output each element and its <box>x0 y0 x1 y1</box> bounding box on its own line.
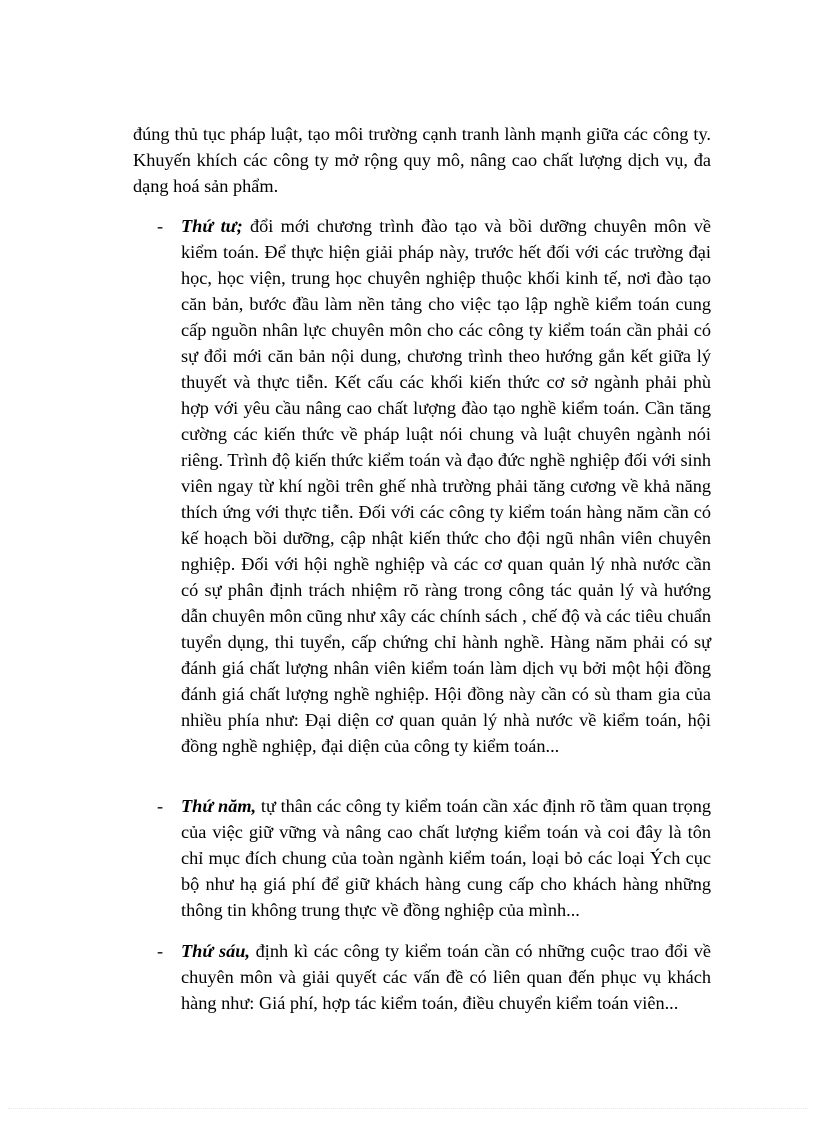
list-item-thu-tu <box>133 213 711 759</box>
list-item-text: tự thân các công ty kiểm toán cần xác định rõ tầm quan trọng của việc giữ vững và nâng cao chất lượng kiểm toán và coi đây là tôn chỉ mục đích chung của toàn ngành kiểm toán, loại bỏ các loại Ých cục bộ như hạ giá phí để giữ khách hàng cung cấp cho khách hàng những thông tin không trung thực về đồng nghiệp của mình... <box>181 796 711 920</box>
list-item-lead: Thứ năm, <box>181 796 257 816</box>
page-bottom-divider <box>8 1108 808 1109</box>
list-item-body <box>181 793 711 923</box>
list-dash: - <box>157 796 164 816</box>
list-item-text: đổi mới chương trình đào tạo và bồi dưỡng chuyên môn về kiểm toán. Để thực hiện giải pháp này, trước hết đối với các trường đại học, học viện, trung học chuyên nghiệp thuộc khối kinh tế, nơi đào tạo căn bản, bước đầu làm nền tảng cho việc tạo lập nghề kiểm toán cung cấp nguồn nhân lực chuyên môn cho các công ty kiểm toán cần phải có sự đổi mới căn bản nội dung, chương trình theo hướng gắn kết giữa lý thuyết và thực tiễn. Kết cấu các khối kiến thức cơ sở ngành phải phù hợp với yêu cầu nâng cao chất lượng đào tạo nghề kiểm toán. Cần tăng cường các kiến thức về pháp luật nói chung và luật chuyên ngành nói riêng. Trình độ kiến thức kiểm toán và đạo đức nghề nghiệp đối với sinh viên ngay từ khí ngồi trên ghế nhà trường phải tăng cương về khả năng thích ứng với thực tiễn. Đối với các công ty kiểm toán hàng năm cần có kế hoạch bồi dưỡng, cập nhật kiến thức cho đội ngũ nhân viên chuyên nghiệp. Đối với hội nghề nghiệp và các cơ quan quản lý nhà nước cần có sự phân định trách nhiệm rõ ràng trong công tác quản lý và hướng dẫn chuyên môn cũng như xây các chính sách , chế độ và các tiêu chuẩn tuyển dụng, thi tuyển, cấp chứng chỉ hành nghề. Hàng năm phải có sự đánh giá chất lượng nhân viên kiểm toán làm dịch vụ bởi một hội đồng đánh giá chất lượng nghề nghiệp. Hội đồng này cần có sù tham gia của nhiều phía như: Đại diện cơ quan quản lý nhà nước về kiểm toán, hội đồng nghề nghiệp, đại diện của công ty kiểm toán... <box>181 216 711 756</box>
intro-paragraph: đúng thủ tục pháp luật, tạo môi trường cạnh tranh lành mạnh giữa các công ty. Khuyến khích các công ty mở rộng quy mô, nâng cao chất lượng dịch vụ, đa dạng hoá sản phẩm. <box>133 124 711 196</box>
list-dash: - <box>157 941 164 961</box>
list-item-body <box>181 213 711 759</box>
list-item-thu-sau <box>133 938 711 1016</box>
list-item-lead: Thứ sáu, <box>181 941 250 961</box>
list-dash: - <box>157 216 164 236</box>
list-item-text: định kì các công ty kiểm toán cần có những cuộc trao đổi về chuyên môn và giải quyết các vấn đề có liên quan đến phục vụ khách hàng như: Giá phí, hợp tác kiểm toán, điều chuyển kiểm toán viên... <box>181 941 711 1013</box>
list-item-lead: Thứ tư; <box>181 216 243 236</box>
list-item-body <box>181 938 711 1016</box>
list-item-thu-nam <box>133 793 711 923</box>
